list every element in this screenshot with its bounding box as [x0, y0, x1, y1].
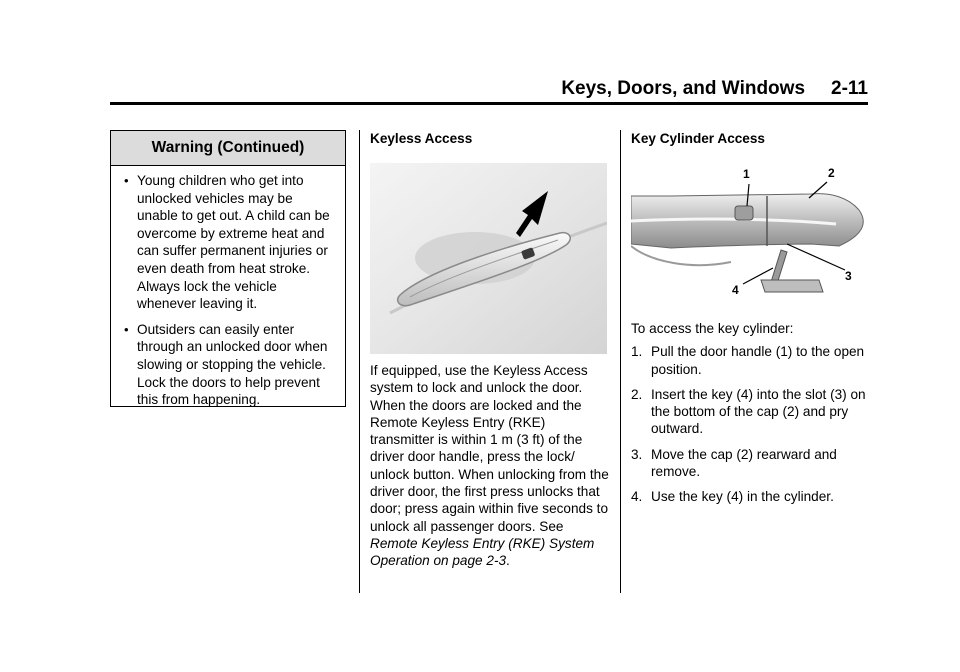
- step-item: [631, 446, 871, 481]
- cylinder-steps: [631, 343, 871, 505]
- cylinder-heading: Key Cylinder Access: [631, 131, 765, 146]
- warning-title: Warning (Continued): [111, 131, 345, 166]
- cylinder-intro: To access the key cylinder:: [631, 321, 794, 336]
- callout-3: 3: [845, 269, 852, 283]
- keyless-heading: Keyless Access: [370, 131, 473, 146]
- step-text: Use the key (4) in the cylinder.: [651, 489, 834, 505]
- keyless-text: If equipped, use the Keyless Access system to lock and unlock the door. When the doors are locked and the Remote Keyless Entry (RKE) transmitter is within 1 m (3 ft) of the driver door handle, press the lock/ unlock button. When unlocking from the driver door, the first press unlocks that door; press again within five seconds to unlock all passenger doors. See: [370, 363, 609, 534]
- step-item: [631, 488, 871, 505]
- callout-4: 4: [732, 283, 739, 297]
- warning-bullet-text: Outsiders can easily enter through an unlocked door when slowing or stopping the vehicle. Lock the doors to help prevent this from happening.: [137, 321, 328, 408]
- warning-bullet-text: Young children who get into unlocked vehicles may be unable to get out. A child can be overcome by extreme heat and can suffer permanent injuries or even death from heat stroke. Always lock the vehicle whenever leaving it.: [137, 173, 330, 312]
- header-title: [561, 78, 868, 100]
- warning-bullet: [124, 321, 337, 409]
- page-header: [110, 78, 868, 104]
- step-item: [631, 343, 871, 378]
- warning-list: [111, 166, 345, 409]
- step-number: 4.: [631, 489, 643, 505]
- warning-bullet: [124, 172, 337, 313]
- header-rule: [110, 102, 868, 105]
- step-text: Move the cap (2) rearward and remove.: [651, 446, 837, 480]
- section-title: Keys, Doors, and Windows: [561, 78, 806, 99]
- keyless-reference-end: .: [506, 553, 510, 569]
- callout-1: 1: [743, 167, 750, 181]
- page-number: 2-11: [831, 78, 868, 99]
- bullet-icon: •: [124, 173, 129, 188]
- step-number: 1.: [631, 344, 643, 360]
- column-divider: [620, 130, 621, 593]
- step-number: 3.: [631, 446, 643, 462]
- callout-2: 2: [828, 166, 835, 180]
- keyless-paragraph: [370, 362, 610, 570]
- key-cylinder-illustration: [631, 166, 869, 298]
- bullet-icon: •: [124, 321, 129, 337]
- step-item: [631, 386, 871, 438]
- step-text: Pull the door handle (1) to the open position.: [651, 344, 865, 377]
- step-text: Insert the key (4) into the slot (3) on the bottom of the cap (2) and pry outward.: [651, 386, 866, 437]
- warning-box: [110, 130, 346, 407]
- step-number: 2.: [631, 386, 643, 402]
- door-handle-illustration: [370, 163, 607, 354]
- keyless-reference: Remote Keyless Entry (RKE) System Operation on page 2-3: [370, 535, 595, 569]
- column-divider: [359, 130, 360, 593]
